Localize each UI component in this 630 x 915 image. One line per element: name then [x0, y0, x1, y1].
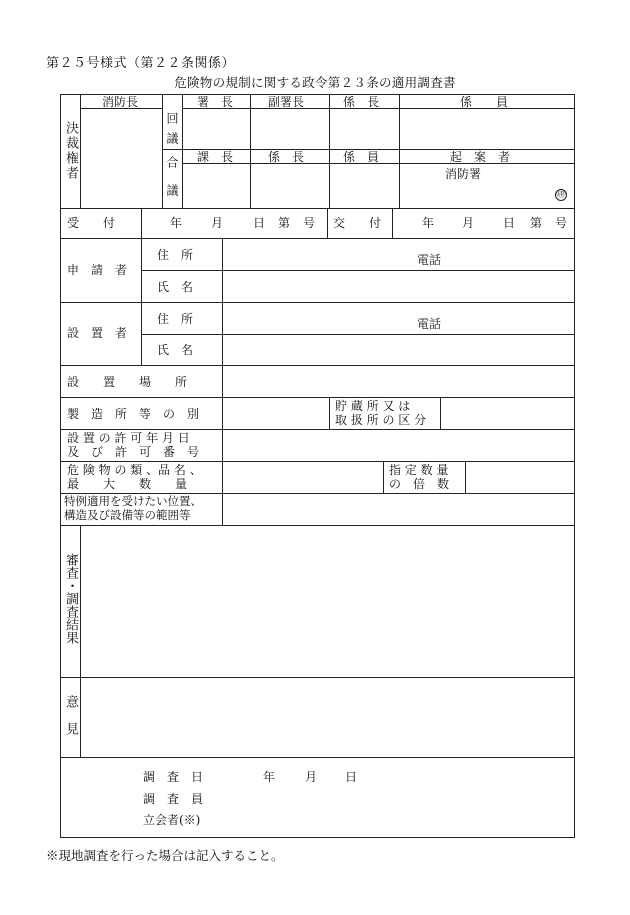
- applicant-phone-label: 電話: [417, 253, 442, 267]
- special-line2: 構造及び設備等の範囲等: [64, 508, 191, 522]
- permit-line1: 設 置 の 許 可 年 月 日: [67, 431, 190, 445]
- office-label: 消防署: [445, 167, 482, 181]
- facility-type-label: 製 造 所 等 の 別: [67, 407, 200, 421]
- dai-2: 第: [530, 216, 543, 230]
- multiple-line1: 指 定 数 量: [389, 463, 449, 477]
- multiple-line2: の 倍 数: [389, 477, 450, 491]
- applicant-name-label: 氏 名: [157, 280, 194, 294]
- role-kakaricho: 係 長: [343, 95, 380, 109]
- day-1: 日: [253, 216, 266, 230]
- day-2: 日: [503, 216, 516, 230]
- aigi-label: 合議: [165, 156, 179, 212]
- footnote: ※現地調査を行った場合は記入すること。: [46, 848, 284, 863]
- seal-icon: ㊞: [556, 189, 566, 200]
- permit-line2: 及 び 許 可 番 号: [67, 445, 200, 459]
- uketsuke-label: 受 付: [67, 216, 116, 230]
- storage-class-line2: 取 扱 所 の 区 分: [335, 413, 427, 427]
- kairan-label: 回議: [165, 112, 179, 152]
- year-2: 年: [422, 216, 435, 230]
- kessai-label: 決裁権者: [63, 121, 78, 181]
- location-label: 設 置 場 所: [67, 375, 188, 389]
- month-2: 月: [462, 216, 475, 230]
- role-kakariin: 係 員: [460, 95, 509, 109]
- survey-year: 年: [263, 770, 276, 784]
- special-line1: 特例適用を受けたい位置、: [64, 494, 202, 508]
- installer-address-label: 住 所: [157, 312, 194, 326]
- form-title: 危険物の規制に関する政令第２３条の適用調査書: [174, 75, 456, 90]
- survey-day: 日: [345, 770, 358, 784]
- role-fukushocho: 副署長: [268, 95, 305, 109]
- koufu-label: 交 付: [333, 216, 382, 230]
- review-result-label: 審査・調査結果: [63, 553, 78, 644]
- dai-1: 第: [278, 216, 291, 230]
- survey-witness-label: 立会者(※): [143, 813, 201, 827]
- role-shobocho: 消防長: [102, 95, 139, 109]
- survey-date-label: 調 査 日: [143, 770, 204, 784]
- opinion-label: 意見: [63, 695, 78, 749]
- role-kakaricho-2: 係 長: [268, 150, 305, 164]
- storage-class-line1: 貯 蔵 所 又 は: [335, 399, 411, 413]
- survey-inspector-label: 調 査 員: [143, 792, 204, 806]
- year-1: 年: [170, 216, 183, 230]
- installer-phone-label: 電話: [417, 317, 442, 331]
- role-kacho: 課 長: [197, 150, 234, 164]
- go-2: 号: [555, 216, 568, 230]
- role-kakariin-2: 係 員: [343, 150, 380, 164]
- applicant-address-label: 住 所: [157, 248, 194, 262]
- form-number: 第２５号様式（第２２条関係）: [46, 56, 236, 71]
- applicant-label: 申 請 者: [67, 263, 128, 277]
- survey-month: 月: [305, 770, 318, 784]
- installer-label: 設 置 者: [67, 326, 128, 340]
- hazard-line1: 危 険 物 の 類 、品 名 、: [67, 463, 202, 477]
- role-kiansha: 起 案 者: [450, 150, 511, 164]
- role-shocho: 署 長: [197, 95, 234, 109]
- go-1: 号: [303, 216, 316, 230]
- hazard-line2: 最 大 数 量: [67, 477, 188, 491]
- installer-name-label: 氏 名: [157, 343, 194, 357]
- month-1: 月: [211, 216, 224, 230]
